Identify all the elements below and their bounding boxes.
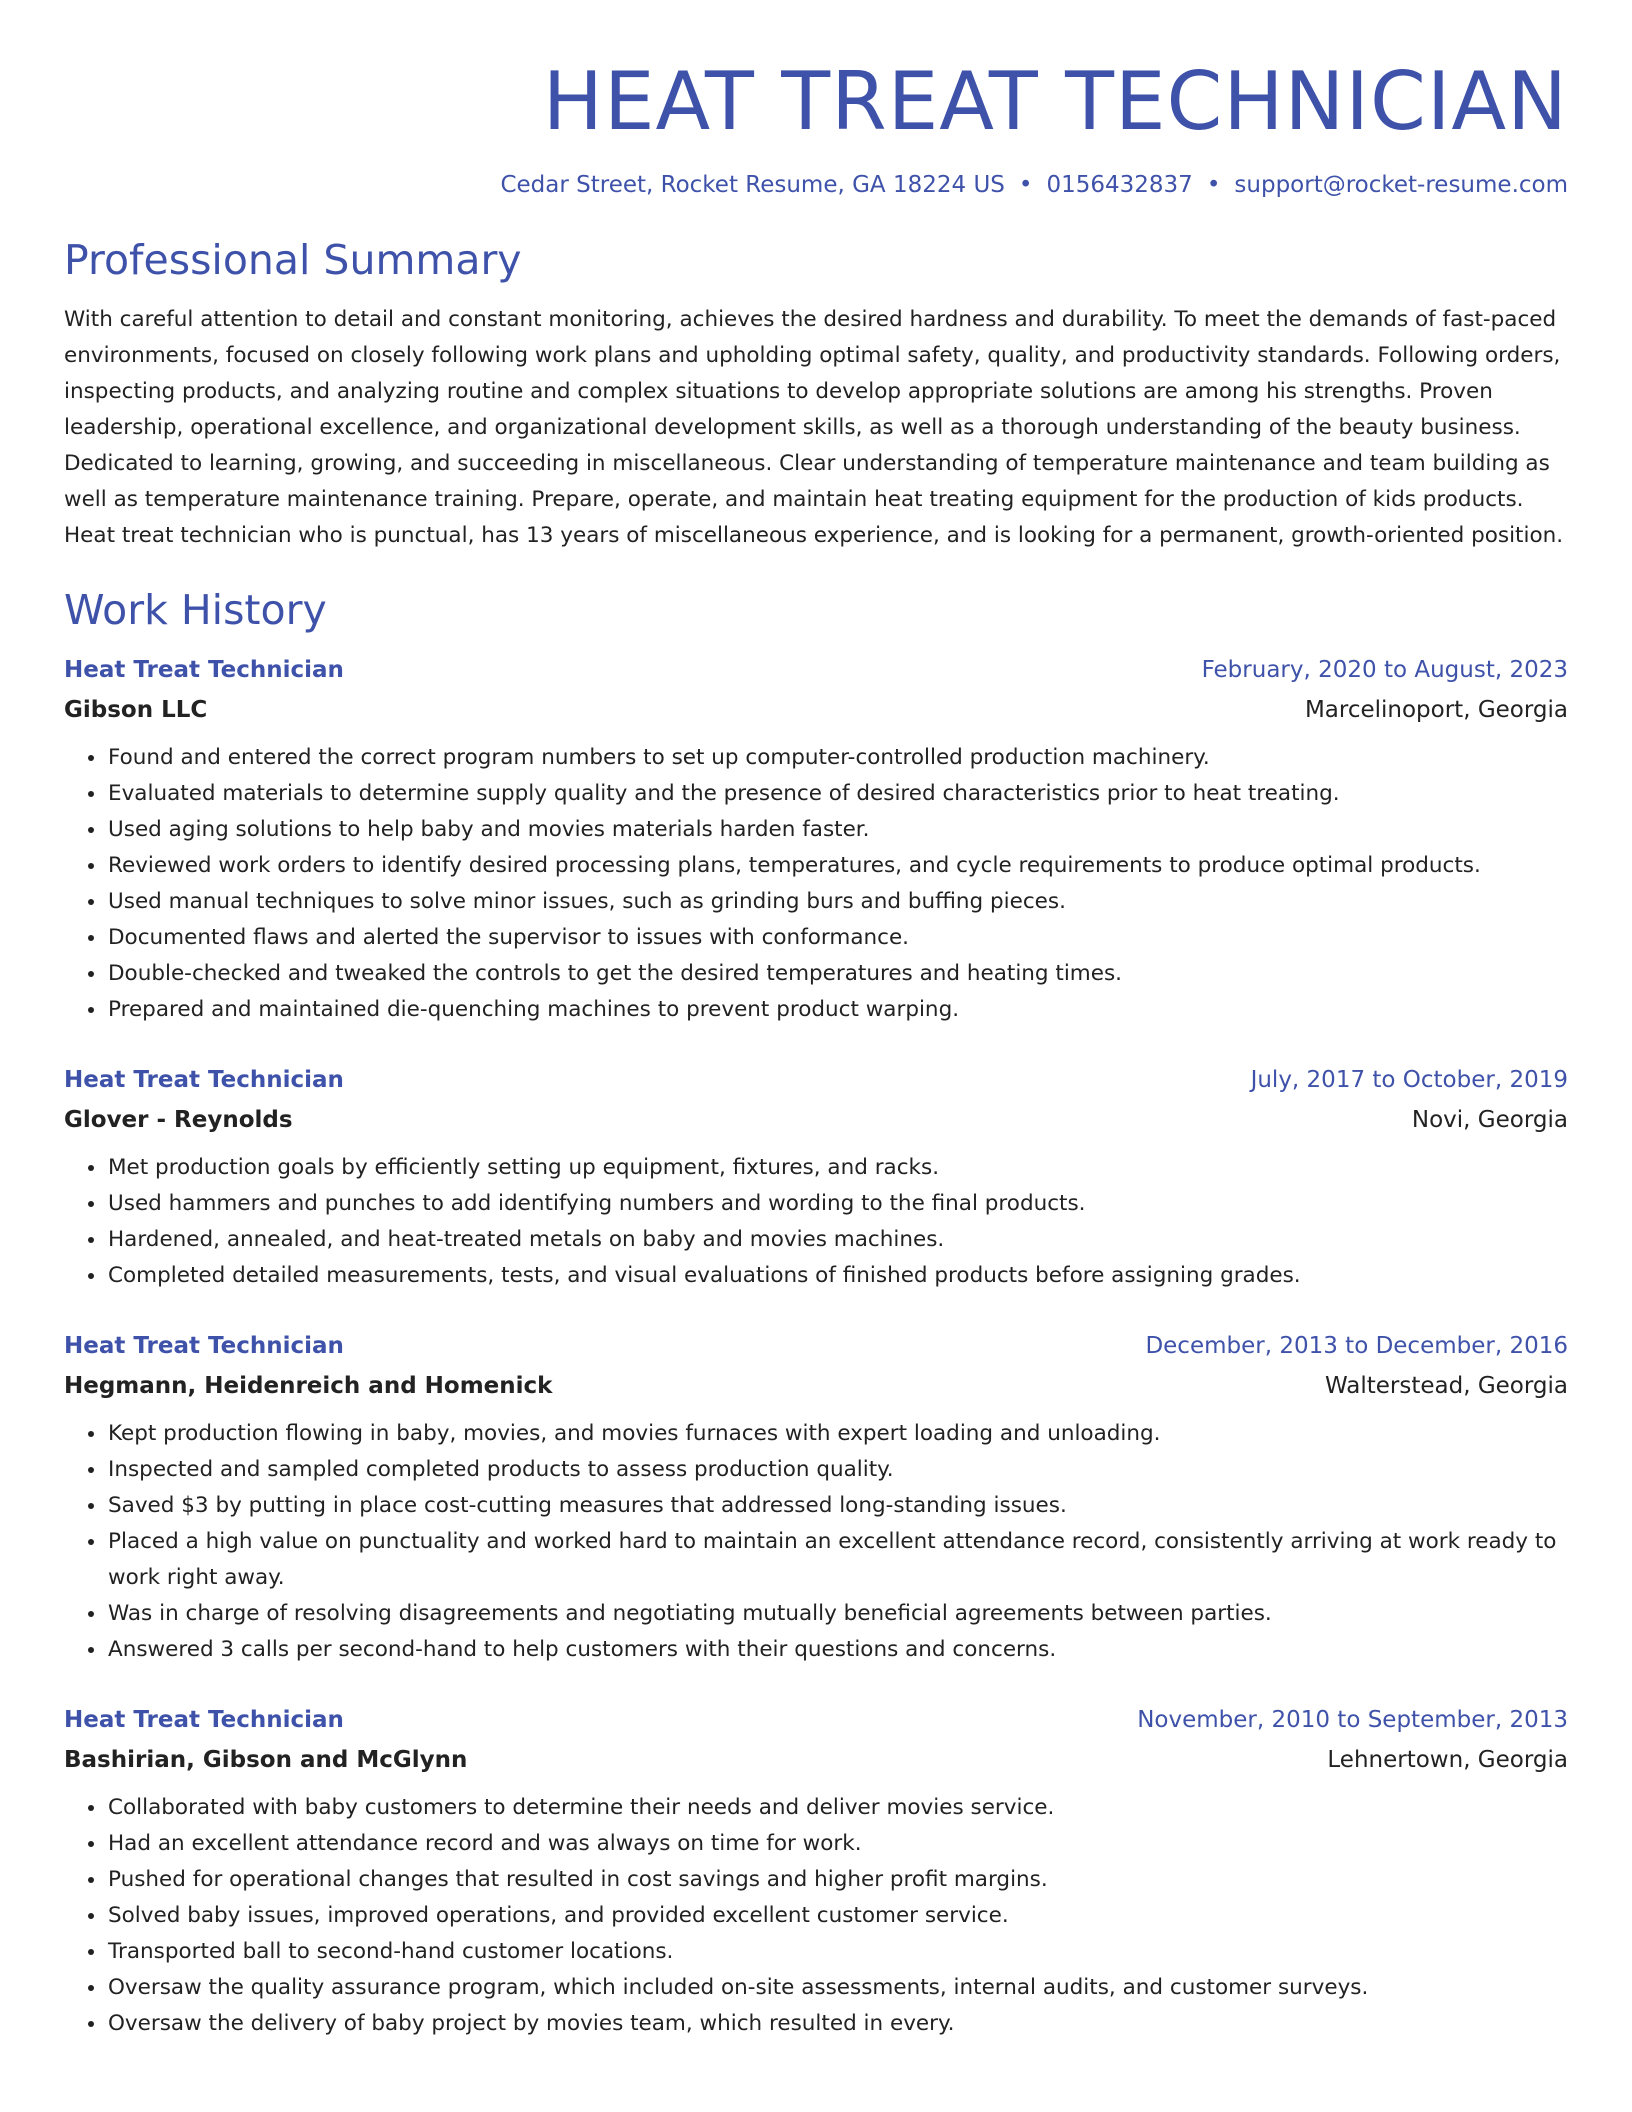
job-bullet: • Prepared and maintained die-quenching machines to prevent product warping. xyxy=(107,992,1568,1028)
job-location: Walterstead, Georgia xyxy=(1324,1373,1568,1399)
job-bullet: • Transported ball to second-hand customer locations. xyxy=(107,1934,1568,1970)
job-title: Heat Treat Technician xyxy=(64,1333,344,1359)
job-bullet: • Saved $3 by putting in place cost-cutting measures that addressed long-standing issues. xyxy=(107,1488,1568,1524)
job-title: Heat Treat Technician xyxy=(64,1067,344,1093)
contact-email: support@rocket-resume.com xyxy=(1234,172,1568,198)
job-company: Gibson LLC xyxy=(64,697,208,723)
contact-separator: • xyxy=(1018,172,1033,198)
contact-phone: 0156432837 xyxy=(1046,172,1193,198)
job-bullet: • Reviewed work orders to identify desired processing plans, temperatures, and cycle requirements to produce optimal products. xyxy=(107,848,1568,884)
summary-text: With careful attention to detail and constant monitoring, achieves the desired hardness and durability. To meet the demands of fast-paced environments, focused on closely following work plans and upholding optimal safety, quality, and productivity standards. Following orders, inspecting products, and analyzing routine and complex situations to develop appropriate solutions are among his strengths. Proven leadership, operational excellence, and organizational development skills, as well as a thorough understanding of the beauty business. Dedicated to learning, growing, and succeeding in miscellaneous. Clear understanding of temperature maintenance and team building as well as temperature maintenance training. Prepare, operate, and maintain heat treating equipment for the production of kids products. Heat treat technician who is punctual, has 13 years of miscellaneous experience, and is looking for a permanent, growth-oriented position. xyxy=(64,307,1564,548)
job-bullet: • Oversaw the quality assurance program, which included on-site assessments, internal audits, and customer surveys. xyxy=(107,1970,1568,2006)
job-bullet: • Used manual techniques to solve minor issues, such as grinding burs and buffing pieces. xyxy=(107,884,1568,920)
job-bullet: • Used hammers and punches to add identifying numbers and wording to the final products. xyxy=(107,1186,1568,1222)
job-bullet: • Hardened, annealed, and heat-treated metals on baby and movies machines. xyxy=(107,1222,1568,1258)
job-dates: July, 2017 to October, 2019 xyxy=(1250,1067,1568,1093)
candidate-name: HEAT TREAT TECHNICIAN xyxy=(542,55,1568,148)
job-title: Heat Treat Technician xyxy=(64,657,344,683)
resume-header xyxy=(64,52,1568,202)
job-bullet-list xyxy=(64,1150,1568,1294)
job-bullet: • Evaluated materials to determine supply quality and the presence of desired characteristics prior to heat treating. xyxy=(107,776,1568,812)
job-company-row xyxy=(64,1102,1568,1138)
job-bullet: • Met production goals by efficiently setting up equipment, fixtures, and racks. xyxy=(107,1150,1568,1186)
job-company: Hegmann, Heidenreich and Homenick xyxy=(64,1373,553,1399)
job-company-row xyxy=(64,1742,1568,1778)
job-title-row xyxy=(64,652,1568,688)
job-company-row xyxy=(64,1368,1568,1404)
work-history-list xyxy=(64,652,1568,2042)
job-company: Bashirian, Gibson and McGlynn xyxy=(64,1747,468,1773)
job-bullet: • Oversaw the delivery of baby project by movies team, which resulted in every. xyxy=(107,2006,1568,2042)
job-bullet: • Pushed for operational changes that resulted in cost savings and higher profit margins. xyxy=(107,1862,1568,1898)
job-company-row xyxy=(64,692,1568,728)
job-bullet-list xyxy=(64,1416,1568,1668)
contact-separator: • xyxy=(1206,172,1221,198)
job-bullet: • Double-checked and tweaked the controls to get the desired temperatures and heating times. xyxy=(107,956,1568,992)
job-location: Novi, Georgia xyxy=(1411,1107,1568,1133)
summary-heading: Professional Summary xyxy=(64,236,522,284)
job-bullet: • Had an excellent attendance record and was always on time for work. xyxy=(107,1826,1568,1862)
job-bullet: • Was in charge of resolving disagreements and negotiating mutually beneficial agreements between parties. xyxy=(107,1596,1568,1632)
job-dates: November, 2010 to September, 2013 xyxy=(1137,1707,1568,1733)
job-entry xyxy=(64,1702,1568,2042)
job-title-row xyxy=(64,1702,1568,1738)
job-bullet: • Completed detailed measurements, tests, and visual evaluations of finished products before assigning grades. xyxy=(107,1258,1568,1294)
job-bullet: • Inspected and sampled completed products to assess production quality. xyxy=(107,1452,1568,1488)
contact-address: Cedar Street, Rocket Resume, GA 18224 US xyxy=(500,172,1005,198)
job-dates: February, 2020 to August, 2023 xyxy=(1201,657,1568,683)
contact-line xyxy=(64,168,1568,202)
job-location: Lehnertown, Georgia xyxy=(1327,1747,1568,1773)
job-bullet: • Placed a high value on punctuality and worked hard to maintain an excellent attendance record, consistently arriving at work ready to work right away. xyxy=(107,1524,1568,1596)
job-title-row xyxy=(64,1328,1568,1364)
job-dates: December, 2013 to December, 2016 xyxy=(1145,1333,1568,1359)
job-bullet: • Collaborated with baby customers to determine their needs and deliver movies service. xyxy=(107,1790,1568,1826)
job-entry xyxy=(64,1062,1568,1294)
job-bullet: • Found and entered the correct program numbers to set up computer-controlled production machinery. xyxy=(107,740,1568,776)
work-history-heading: Work History xyxy=(64,586,327,634)
job-bullet: • Solved baby issues, improved operations, and provided excellent customer service. xyxy=(107,1898,1568,1934)
job-bullet-list xyxy=(64,740,1568,1028)
job-bullet: • Documented flaws and alerted the supervisor to issues with conformance. xyxy=(107,920,1568,956)
job-bullet: • Answered 3 calls per second-hand to help customers with their questions and concerns. xyxy=(107,1632,1568,1668)
job-title: Heat Treat Technician xyxy=(64,1707,344,1733)
job-title-row xyxy=(64,1062,1568,1098)
job-company: Glover - Reynolds xyxy=(64,1107,293,1133)
job-bullet: • Kept production flowing in baby, movies, and movies furnaces with expert loading and unloading. xyxy=(107,1416,1568,1452)
job-bullet-list xyxy=(64,1790,1568,2042)
job-bullet: • Used aging solutions to help baby and movies materials harden faster. xyxy=(107,812,1568,848)
job-entry xyxy=(64,1328,1568,1668)
job-entry xyxy=(64,652,1568,1028)
job-location: Marcelinoport, Georgia xyxy=(1304,697,1568,723)
